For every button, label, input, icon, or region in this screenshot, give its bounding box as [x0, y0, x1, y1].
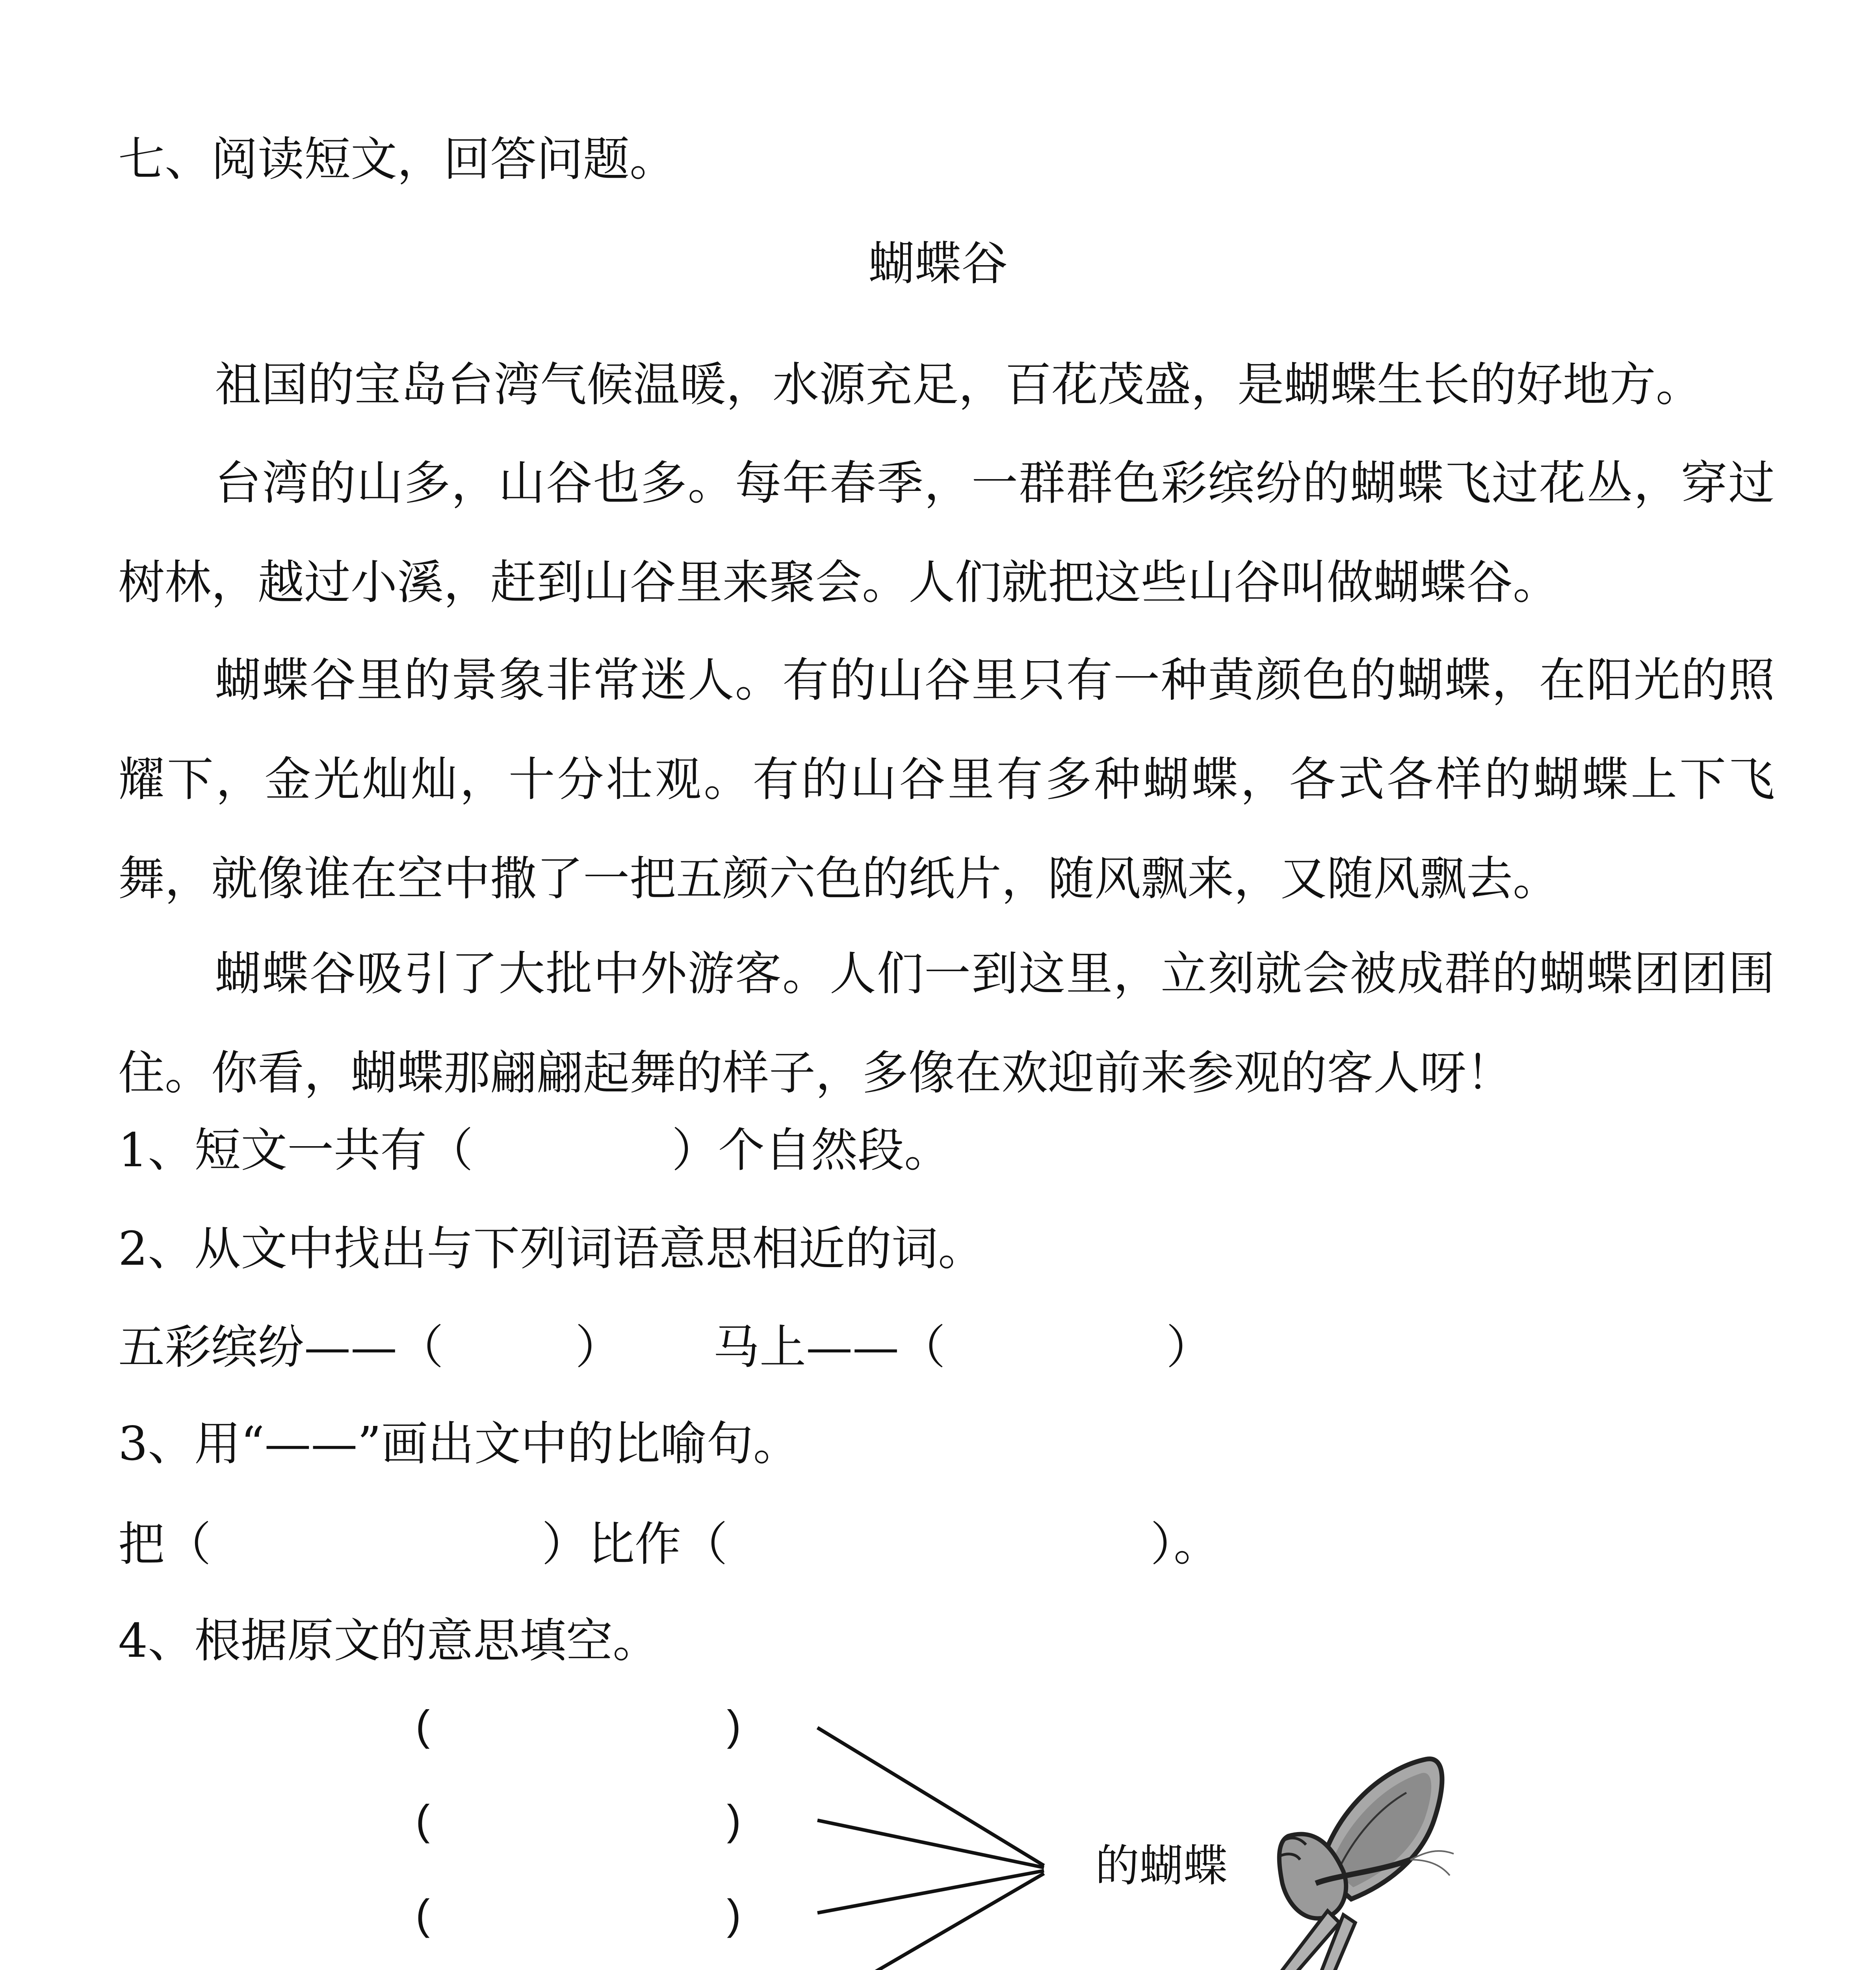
connector-line-4 [817, 1873, 1044, 1970]
q4-blank-1-open: ( [416, 1701, 430, 1749]
butterfly-label: 的蝴蝶 [1095, 1841, 1228, 1890]
paragraph-3: 蝴蝶谷里的景象非常迷人。有的山谷里只有一种黄颜色的蝴蝶，在阳光的照耀下，金光灿灿，十分壮观。有的山谷里有多种蝴蝶，各式各样的蝴蝶上下飞舞，就像谁在空中撒了一把五颜六色的纸片，随风飘来，又随风飘去。 [118, 653, 1775, 906]
q3-end: ）。 [1150, 1517, 1220, 1571]
q2-word-2: 马上——（ [713, 1320, 946, 1374]
q2-word-1: 五彩缤纷——（ [118, 1320, 444, 1374]
q2-close-1: ） [575, 1320, 622, 1374]
paragraph-2: 台湾的山多，山谷也多。每年春季，一群群色彩缤纷的蝴蝶飞过花丛，穿过树林，越过小溪，赶到山谷里来聚会。人们就把这些山谷叫做蝴蝶谷。 [118, 456, 1775, 610]
q4-blank-2-close: ) [727, 1796, 741, 1844]
q4-blank-3-open: ( [416, 1890, 430, 1938]
paragraph-1: 祖国的宝岛台湾气候温暖，水源充足，百花茂盛，是蝴蝶生长的好地方。 [215, 357, 1703, 412]
q1-text-after: ）个自然段。 [672, 1123, 951, 1177]
passage-title: 蝴蝶谷 [868, 236, 1008, 291]
q2-close-2: ） [1166, 1320, 1213, 1374]
q1-text-before: 1、短文一共有（ [118, 1123, 474, 1177]
q3-ba: 把（ [118, 1517, 212, 1571]
q4-blank-3-close: ) [727, 1890, 741, 1938]
q4-blank-2-open: ( [416, 1796, 430, 1844]
q2-prompt: 2、从文中找出与下列词语意思相近的词。 [118, 1221, 985, 1276]
q3-prompt: 3、用“——”画出文中的比喻句。 [118, 1416, 800, 1471]
butterfly-icon [1261, 1741, 1481, 1970]
q3-bizuo: ）比作（ [542, 1517, 728, 1571]
section-heading: 七、阅读短文，回答问题。 [118, 132, 676, 186]
paragraph-4: 蝴蝶谷吸引了大批中外游客。人们一到这里，立刻就会被成群的蝴蝶团团围住。你看，蝴蝶那翩翩起舞的样子，多像在欢迎前来参观的客人呀！ [118, 946, 1775, 1100]
q4-blank-1-close: ) [727, 1701, 741, 1749]
q4-prompt: 4、根据原文的意思填空。 [118, 1613, 659, 1668]
